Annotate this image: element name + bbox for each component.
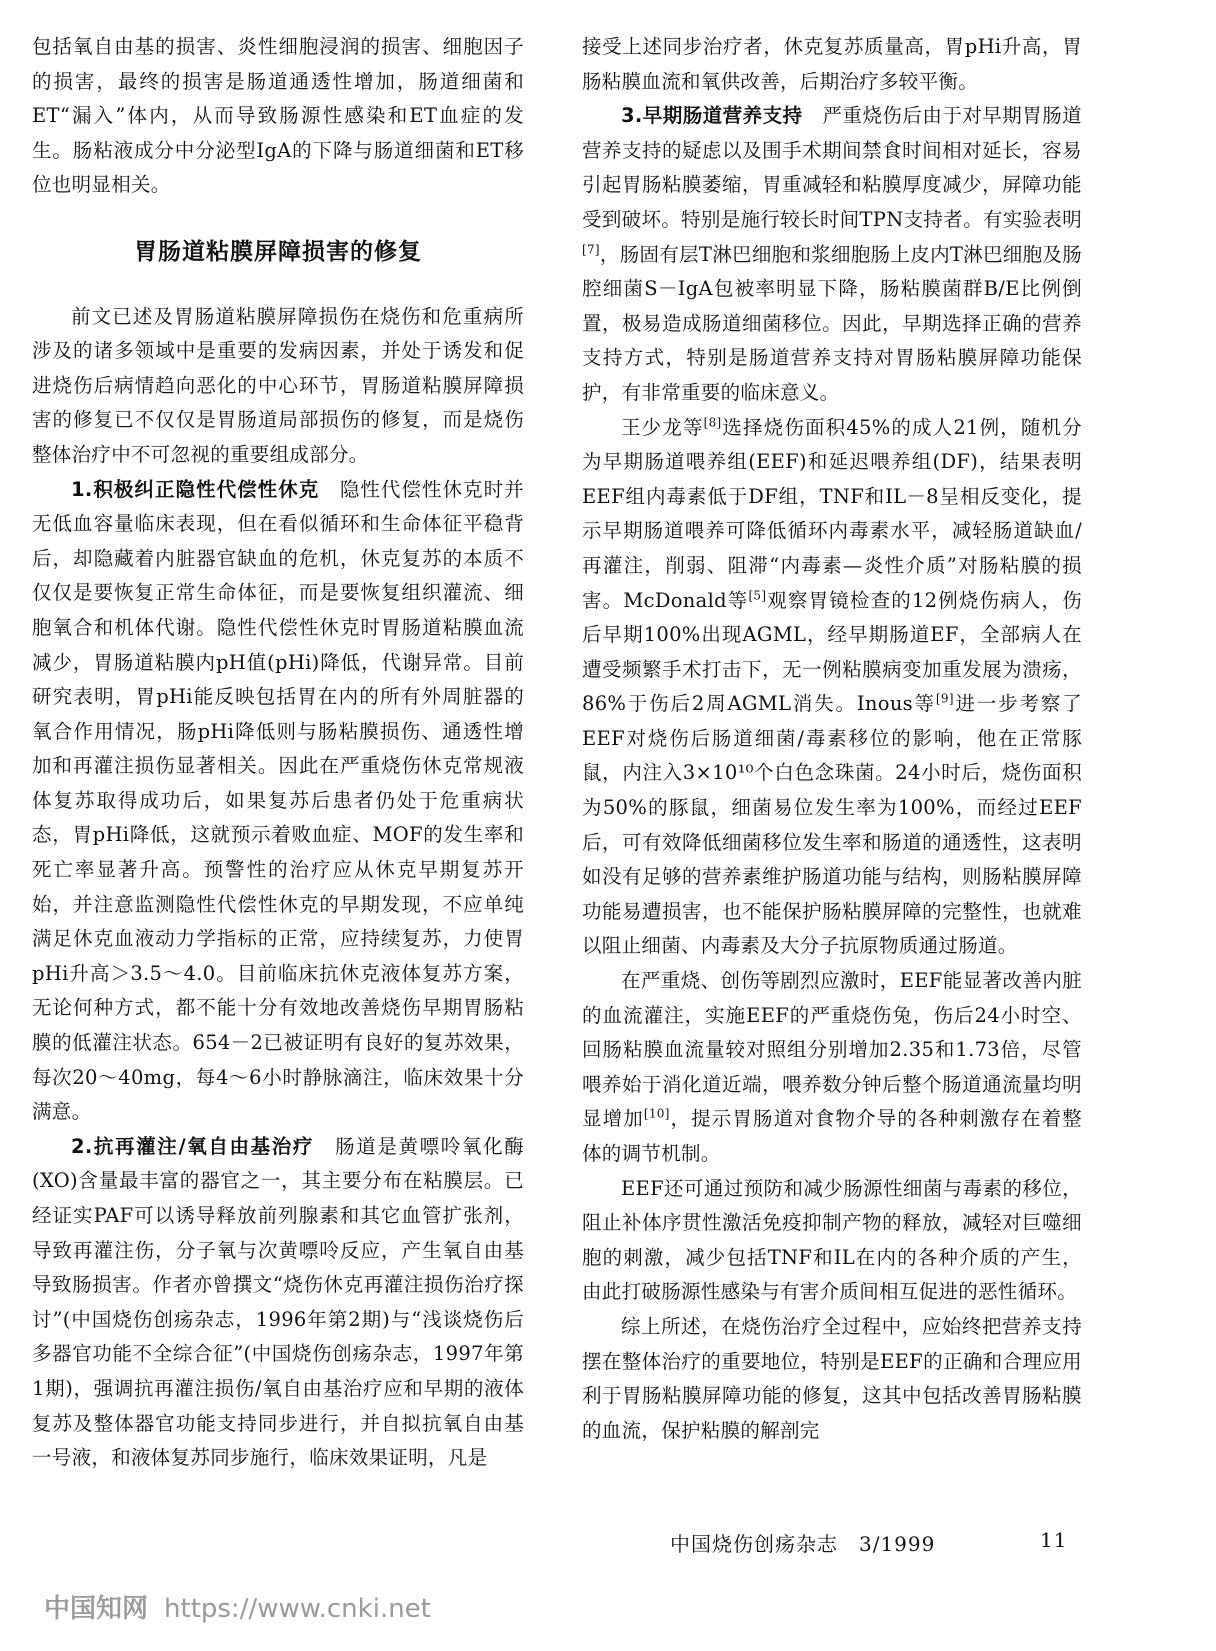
subsection-title: 3.早期肠道营养支持 [621, 104, 803, 128]
paragraph: 包括氧自由基的损害、炎性细胞浸润的损害、细胞因子的损害，最终的损害是肠道通透性增加，肠道细菌和ET“漏入”体内，从而导致肠源性感染和ET血症的发生。肠粘液成分中分泌型IgA的下降与肠道细菌和ET移位也明显相关。 [32, 35, 524, 197]
paragraph [582, 411, 1082, 965]
paragraph-text: 严重烧伤后由于对早期胃肠道营养支持的疑虑以及围手术期间禁食时间相对延长，容易引起胃肠粘膜萎缩，胃重减轻和粘膜厚度减少，屏障功能受到破坏。特别是施行较长时间TPN支持者。有实验表明 [582, 104, 1082, 231]
paragraph [582, 99, 1082, 410]
page-number: 11 [1040, 1528, 1068, 1552]
paragraph-text: 隐性代偿性休克时并无低血容量临床表现，但在看似循环和生命体征平稳背后，却隐藏着内脏器官缺血的危机，休克复苏的本质不仅仅是要恢复正常生命体征，而是要恢复组织灌流、细胞氧合和机体代谢。隐性代偿性休克时胃肠道粘膜血流减少，胃肠道粘膜内pH值(pHi)降低，代谢异常。目前研究表明，胃pHi能反映包括胃在内的所有外周脏器的氧合作用情况，肠pHi降低则与肠粘膜损伤、通透性增加和再灌注损伤显著相关。因此在严重烧伤休克常规液体复苏取得成功后，如果复苏后患者仍处于危重病状态，胃pHi降低，这就预示着败血症、MOF的发生率和死亡率显著升高。预警性的治疗应从休克早期复苏开始，并注意监测隐性代偿性休克的早期发现，不应单纯满足休克血液动力学指标的正常，应持续复苏，力使胃pHi升高＞3.5～4.0。目前临床抗休克液体复苏方案，无论何种方式，都不能十分有效地改善烧伤早期胃肠粘膜的低灌注状态。654－2已被证明有良好的复苏效果，每次20～40mg，每4～6小时静脉滴注，临床效果十分满意。 [32, 477, 524, 1124]
paragraph-text: 肠道是黄嘌呤氧化酶(XO)含量最丰富的器官之一，其主要分布在粘膜层。已经证实PAF可以诱导释放前列腺素和其它血管扩张剂，导致再灌注伤，分子氧与次黄嘌呤反应，产生氧自由基导致肠损害。作者亦曾撰文“烧伤休克再灌注损伤治疗探讨”(中国烧伤创疡杂志，1996年第2期)与“浅谈烧伤后多器官功能不全综合征”(中国烧伤创疡杂志，1997年第1期)，强调抗再灌注损伤/氧自由基治疗应和早期的液体复苏及整体器官功能支持同步进行，并自拟抗氧自由基一号液，和液体复苏同步施行，临床效果证明，凡是 [32, 1134, 525, 1470]
citation: [9] [935, 691, 954, 706]
paragraph: 接受上述同步治疗者，休克复苏质量高，胃pHi升高，胃肠粘膜血流和氧供改善，后期治疗多较平衡。 [582, 35, 1082, 93]
subsection-title: 2.抗再灌注/氧自由基治疗 [71, 1134, 314, 1158]
citation: [8] [703, 415, 722, 430]
paragraph-text: 选择烧伤面积45%的成人21例，随机分为早期肠道喂养组(EEF)和延迟喂养组(DF)，结果表明EEF组内毒素低于DF组，TNF和IL－8呈相反变化，提示早期肠道喂养可降低循环内毒素水平，减轻肠道缺血/再灌注，削弱、阻滞“内毒素—炎性介质”对肠粘膜的损害。McDonald等 [582, 415, 1082, 612]
paragraph-text: ，肠固有层T淋巴细胞和浆细胞肠上皮内T淋巴细胞及肠腔细菌S－IgA包被率明显下降，肠粘膜菌群B/E比例倒置，极易造成肠道细菌移位。因此，早期选择正确的营养支持方式，特别是肠道营养支持对胃肠粘膜屏障功能保护，有非常重要的临床意义。 [582, 242, 1082, 404]
citation: [5] [748, 588, 767, 602]
paragraph [32, 1130, 524, 1476]
section-heading: 胃肠道粘膜屏障损害的修复 [134, 238, 422, 265]
journal-name: 中国烧伤创疡杂志 3/1999 [670, 1532, 936, 1556]
paragraph: 前文已述及胃肠道粘膜屏障损伤在烧伤和危重病所涉及的诸多领域中是重要的发病因素，并处于诱发和促进烧伤后病情趋向恶化的中心环节，胃肠道粘膜屏障损害的修复已不仅仅是胃肠道局部损伤的修复，而是烧伤整体治疗中不可忽视的重要组成部分。 [32, 304, 524, 466]
paragraph [32, 473, 524, 1130]
paragraph: EEF还可通过预防和减少肠源性细菌与毒素的移位，阻止补体序贯性激活免疫抑制产物的释放，减轻对巨噬细胞的刺激，减少包括TNF和IL在内的各种介质的产生，由此打破肠源性感染与有害介质间相互促进的恶性循环。 [582, 1176, 1082, 1304]
watermark [44, 1588, 431, 1625]
watermark-url: https://www.cnki.net [164, 1594, 431, 1624]
right-column [582, 30, 1082, 1448]
paragraph-text: 进一步考察了EEF对烧伤后肠道细菌/毒素移位的影响，他在正常豚鼠，内注入3×10¹⁰个白色念珠菌。24小时后，烧伤面积为50%的豚鼠，细菌易位发生率为100%，而经过EEF后，可有效降低细菌移位发生率和肠道的通透性，这表明如没有足够的营养素维护肠道功能与结构，则肠粘膜屏障功能易遭损害，也不能保护肠粘膜屏障的完整性，也就难以阻止细菌、内毒素及大分子抗原物质通过肠道。 [582, 692, 1082, 958]
citation: [10] [643, 1106, 670, 1121]
paragraph-text: 王少龙等 [621, 415, 704, 439]
paragraph-text: ，提示胃肠道对食物介导的各种刺激存在着整体的调节机制。 [582, 1107, 1082, 1165]
left-column [32, 30, 524, 1476]
paragraph: 综上所述，在烧伤治疗全过程中，应始终把营养支持摆在整体治疗的重要地位，特别是EEF的正确和合理应用利于胃肠粘膜屏障功能的修复，这其中包括改善胃肠粘膜的血流，保护粘膜的解剖完 [582, 1314, 1082, 1442]
subsection-title: 1.积极纠正隐性代偿性休克 [71, 477, 320, 501]
watermark-site-name: 中国知网 [44, 1594, 149, 1624]
paragraph [582, 964, 1082, 1172]
paragraph-text: 观察胃镜检查的12例烧伤病人，伤后早期100%出现AGML，经早期肠道EF，全部病人在遭受频繁手术打击下，无一例粘膜病变加重发展为溃疡，86%于伤后2周AGML消失。Inous等 [582, 588, 1082, 716]
page-footer [670, 1528, 1068, 1557]
citation: [7] [582, 242, 600, 257]
paragraph-text: 在严重烧、创伤等剧烈应激时，EEF能显著改善内脏的血流灌注，实施EEF的严重烧伤兔，伤后24小时空、回肠粘膜血流量较对照组分别增加2.35和1.73倍，尽管喂养始于消化道近端，喂养数分钟后整个肠道通流量均明显增加 [582, 969, 1082, 1131]
